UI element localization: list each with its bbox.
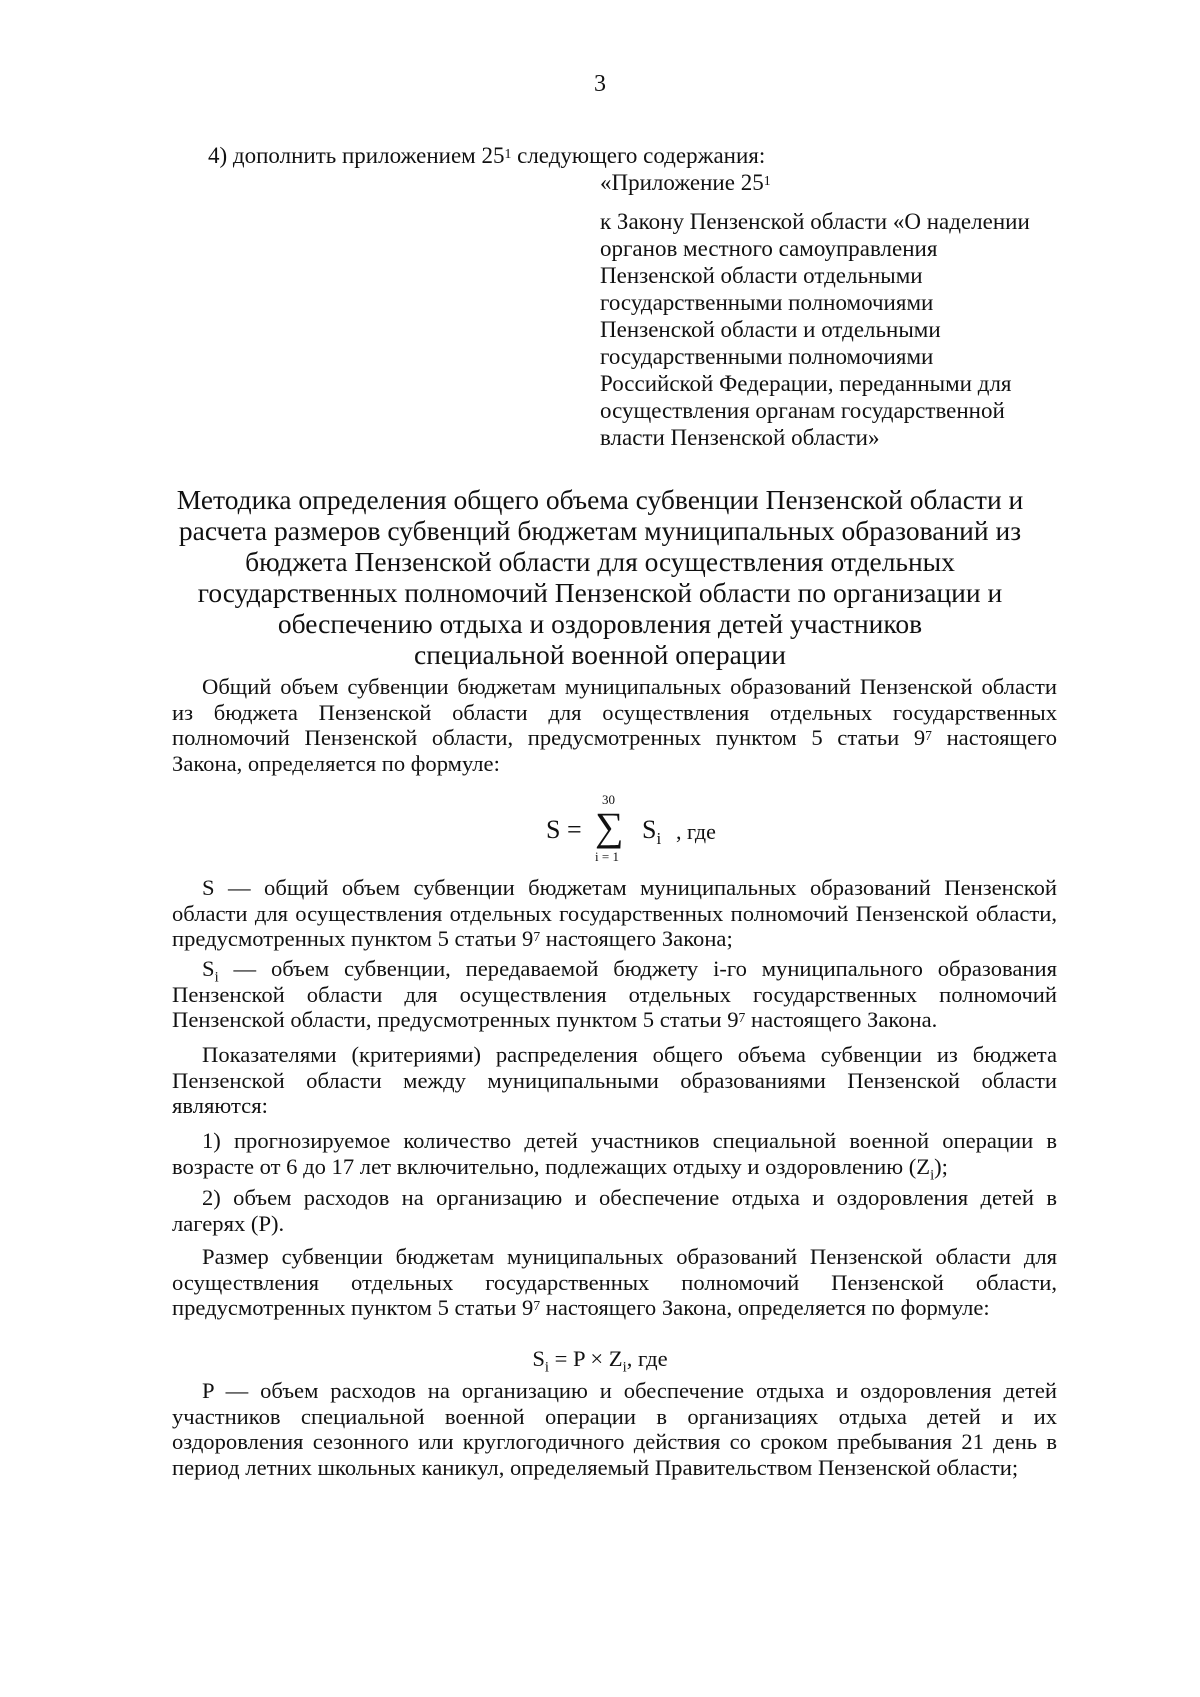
criteria-intro: Показателями (критериями) распределения общего объема субвенции из бюджета Пензенской области между муниципальными образованиями Пензенской области являются: [172,1042,1057,1119]
def-si-sup: 7 [738,1010,746,1026]
page-number: 3 [594,71,606,97]
heading-line: государственных полномочий Пензенской области по организации и [197,577,1003,608]
appendix-line: государственными полномочиями [600,344,934,369]
appendix-line: государственными полномочиями [600,290,934,315]
appendix-title-sup: 1 [763,173,771,189]
heading-line: Методика определения общего объема субвенции Пензенской области и [176,484,1024,515]
def-s-sup: 7 [533,929,541,945]
formula1-where: , где [676,819,716,844]
sum-symbol: ∑ [595,804,624,849]
heading-line: специальной военной операции [414,639,786,670]
formula1-lhs: S = [546,815,582,844]
heading-line: обеспечению отдыха и оздоровления детей участников [277,608,923,639]
methodology-heading [150,484,1050,670]
amendment-tail: следующего содержания: [511,143,766,168]
sum-upper-limit: 30 [602,792,615,807]
appendix-title: «Приложение $25^1$ [600,170,771,195]
definition-p: P — объем расходов на организацию и обеспечение отдыха и оздоровления детей участников специальной военной операции в организациях отдыха детей и их оздоровления сезонного или круглогодичного действия со сроком пребывания 21 день в период летних школьных каникул, определяемый Правительством Пензенской области; [172,1378,1057,1480]
size-intro-sup: 7 [533,1298,541,1314]
heading-line: расчета размеров субвенций бюджетам муниципальных образований из [178,515,1022,546]
definition-si: $S_i$ — объем субвенции, передаваемой бюджету i-го муниципального образования Пензенской области для осуществления отдельных государственных полномочий Пензенской области, предусмотренных пунктом 5 статьи $9^7$ настоящего Закона. [172,956,1057,1033]
definition-s: S — общий объем субвенции бюджетам муниципальных образований Пензенской области для осуществления отдельных государственных полномочий Пензенской области, предусмотренных пунктом 5 статьи $9^7$ настоящего Закона; [172,875,1057,952]
appendix-line: власти Пензенской области» [600,425,880,450]
criteria-item-2: 2) объем расходов на организацию и обеспечение отдыха и оздоровления детей в лагерях (P). [172,1185,1057,1236]
formula-municipal-subvention: $S_i = P \times Z_i$, где [532,1346,668,1376]
formula1-term: $S_i$ [642,815,662,849]
appendix-line: органов местного самоуправления [600,236,938,261]
appendix-line: осуществления органам государственной [600,398,1005,423]
sum-lower-limit: i = 1 [595,849,619,864]
heading-line: бюджета Пензенской области для осуществления отдельных [245,546,955,577]
formula-total-subvention [540,792,720,865]
appendix-line: Пензенской области и отдельными [600,317,941,342]
size-intro: Размер субвенции бюджетам муниципальных образований Пензенской области для осуществления отдельных государственных полномочий Пензенской области, предусмотренных пунктом 5 статьи $9^7$ настоящего Закона, определяется по формуле: [172,1244,1057,1321]
appendix-line: Российской Федерации, переданными для [600,371,1012,396]
amendment-item-4 [208,142,765,170]
amendment-lead-sup: 1 [504,146,512,162]
amendment-lead: 4) дополнить приложением 25 [208,143,505,168]
appendix-line: Пензенской области отдельными [600,263,923,288]
criteria-item-1: 1) прогнозируемое количество детей участников специальной военной операции в возрасте от 6 до 17 лет включительно, подлежащих отдыху и оздоровлению $(Z_i)$; [172,1128,1057,1184]
intro-paragraph: Общий объем субвенции бюджетам муниципальных образований Пензенской области из бюджета Пензенской области для осуществления отдельных государственных полномочий Пензенской области, предусмотренных пунктом 5 статьи $9^7$ настоящего Закона, определяется по формуле: [172,674,1057,776]
appendix-line: к Закону Пензенской области «О наделении [600,209,1030,234]
intro-sup: 7 [925,728,932,744]
